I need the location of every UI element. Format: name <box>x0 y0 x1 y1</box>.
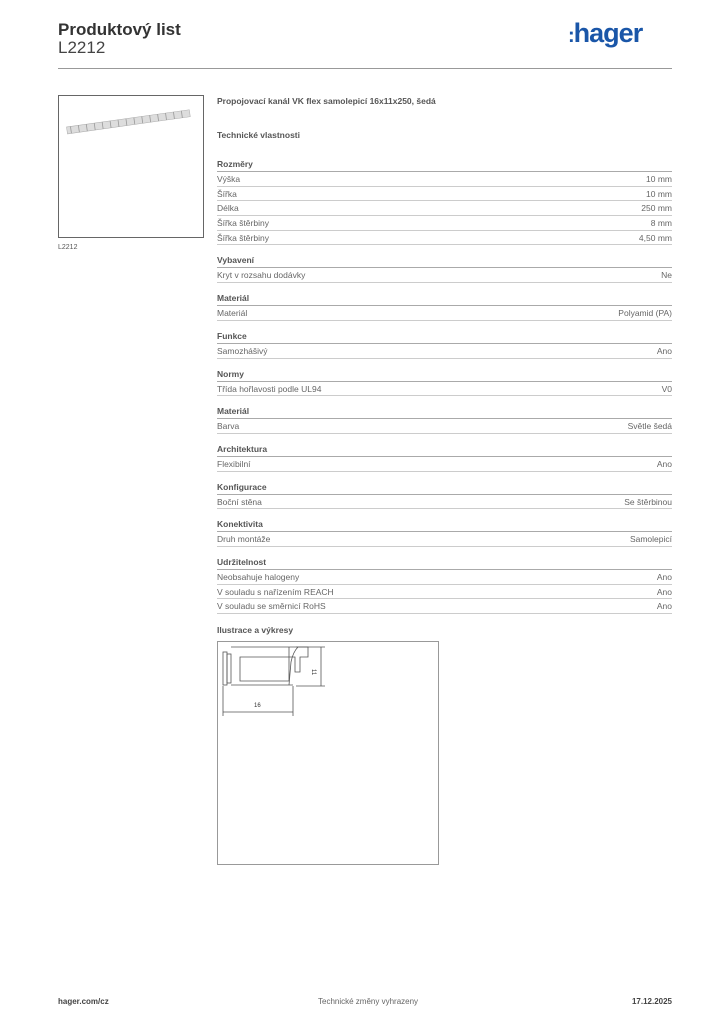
spec-label: Neobsahuje halogeny <box>217 571 300 582</box>
spec-section <box>217 368 672 397</box>
spec-row <box>217 344 672 359</box>
image-caption: L2212 <box>58 244 78 251</box>
spec-label: V souladu se směrnicí RoHS <box>217 601 326 612</box>
section-title: Materiál <box>217 405 672 419</box>
spec-value: Ano <box>656 586 672 597</box>
spec-value: Samolepicí <box>629 534 672 545</box>
spec-value: Světle šedá <box>627 421 672 432</box>
spec-row <box>217 495 672 510</box>
spec-value: 4,50 mm <box>638 232 672 243</box>
header-divider <box>58 68 672 69</box>
footer-website[interactable]: hager.com/cz <box>58 997 109 1006</box>
spec-row <box>217 172 672 187</box>
spec-sections <box>217 158 672 614</box>
spec-section <box>217 405 672 434</box>
spec-section <box>217 556 672 614</box>
spec-row <box>217 201 672 216</box>
product-code: L2212 <box>58 38 106 57</box>
product-name: Propojovací kanál VK flex samolepicí 16x11x250, šedá <box>217 96 436 106</box>
section-title: Rozměry <box>217 158 672 172</box>
section-title: Konfigurace <box>217 481 672 495</box>
spec-value: 250 mm <box>641 203 672 214</box>
spec-label: Flexibilní <box>217 458 251 469</box>
spec-section <box>217 443 672 472</box>
section-title: Vybavení <box>217 254 672 268</box>
spec-row <box>217 216 672 231</box>
spec-row <box>217 532 672 547</box>
technical-drawing <box>217 641 439 865</box>
spec-label: Boční stěna <box>217 496 262 507</box>
footer-disclaimer: Technické změny vyhrazeny <box>318 997 419 1006</box>
product-image <box>58 95 204 238</box>
spec-label: Délka <box>217 203 239 214</box>
height-dimension: 11 <box>310 669 316 676</box>
cable-channel-picture <box>59 96 203 237</box>
spec-row <box>217 599 672 614</box>
spec-label: Výška <box>217 174 241 184</box>
section-title: Konektivita <box>217 518 672 532</box>
spec-value: 10 mm <box>646 188 672 199</box>
spec-row <box>217 231 672 246</box>
spec-value: 8 mm <box>650 218 672 229</box>
spec-row <box>217 457 672 472</box>
spec-value: 10 mm <box>646 174 672 184</box>
spec-label: Kryt v rozsahu dodávky <box>217 270 306 281</box>
spec-section <box>217 292 672 321</box>
spec-value: Ano <box>656 345 672 356</box>
spec-section <box>217 330 672 359</box>
spec-value: Ano <box>656 571 672 582</box>
spec-value: V0 <box>661 383 672 394</box>
spec-value: Ano <box>656 458 672 469</box>
spec-row <box>217 268 672 283</box>
spec-row <box>217 585 672 600</box>
section-title: Udržitelnost <box>217 556 672 570</box>
section-title: Funkce <box>217 330 672 344</box>
spec-label: Šířka štěrbiny <box>217 232 269 243</box>
spec-section <box>217 481 672 510</box>
spec-label: Třída hořlavosti podle UL94 <box>217 383 322 394</box>
footer-date: 17.12.2025 <box>631 997 672 1006</box>
section-title: Architektura <box>217 443 672 457</box>
spec-row <box>217 570 672 585</box>
illustration-title: Ilustrace a výkresy <box>217 625 294 635</box>
tech-heading: Technické vlastnosti <box>217 130 300 140</box>
section-title: Normy <box>217 368 672 382</box>
section-title: Materiál <box>217 292 672 306</box>
spec-label: V souladu s nařízením REACH <box>217 586 334 597</box>
width-dimension: 16 <box>254 703 261 709</box>
spec-label: Druh montáže <box>217 534 271 545</box>
page-title: Produktový list <box>58 20 181 39</box>
spec-label: Materiál <box>217 308 248 319</box>
hager-logo: :hager <box>568 18 643 48</box>
spec-section <box>217 518 672 547</box>
spec-value: Se štěrbinou <box>624 496 672 507</box>
spec-row <box>217 382 672 397</box>
spec-value: Ne <box>661 270 672 281</box>
spec-section <box>217 254 672 283</box>
spec-row <box>217 306 672 321</box>
spec-label: Samozhášivý <box>217 345 268 356</box>
spec-row <box>217 187 672 202</box>
spec-value: Ano <box>656 601 672 612</box>
spec-row <box>217 419 672 434</box>
spec-label: Šířka štěrbiny <box>217 218 269 229</box>
spec-label: Barva <box>217 421 240 432</box>
main-content <box>217 96 672 865</box>
spec-value: Polyamid (PA) <box>618 308 672 319</box>
spec-label: Šířka <box>217 188 237 199</box>
spec-section <box>217 158 672 245</box>
